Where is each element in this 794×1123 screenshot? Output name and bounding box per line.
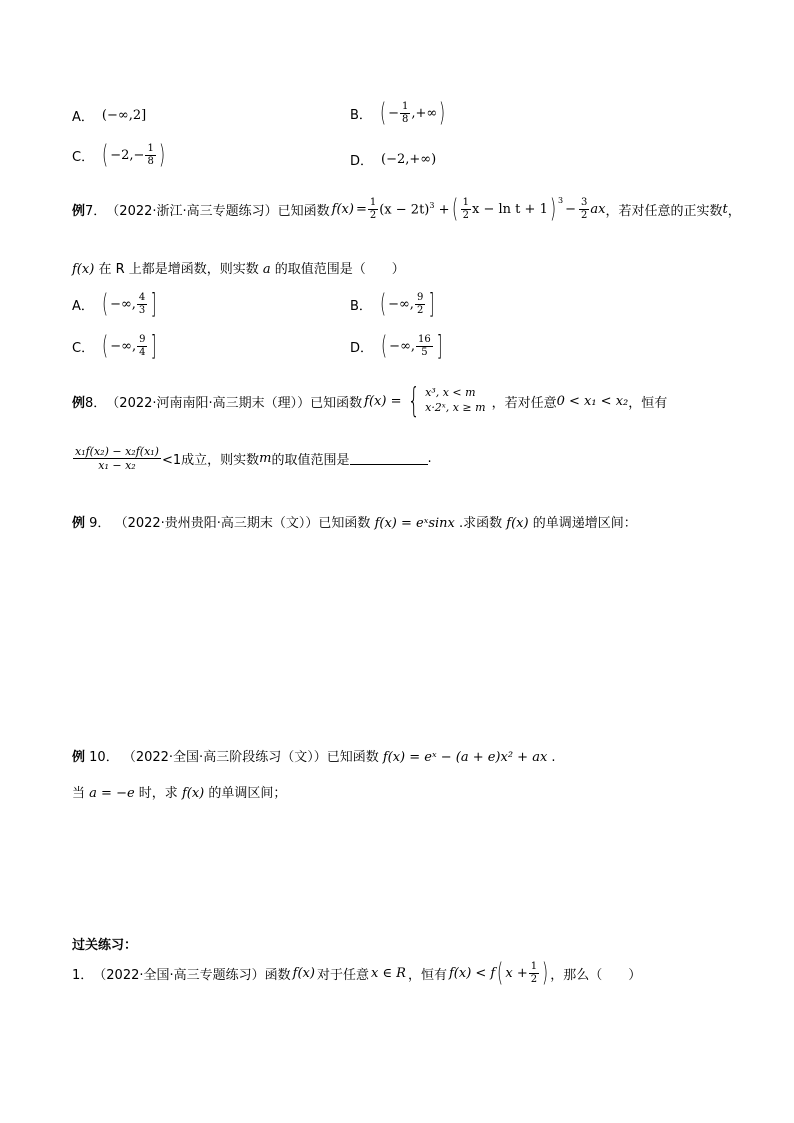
fraction-half: $\frac{1}{2}$ — [462, 196, 470, 221]
option-letter: A． — [72, 110, 94, 125]
option-letter: D． — [350, 340, 374, 356]
domain-text: 在 R 上都是增函数，则实数 — [98, 262, 259, 277]
term-ax: ax — [590, 201, 606, 217]
example-7-option-b — [350, 287, 437, 320]
arg-x: x + — [505, 965, 528, 981]
paren-left: ( — [381, 331, 388, 361]
range-text: 的取值范围是 — [271, 453, 350, 468]
condition-expr: a = −e — [89, 786, 135, 801]
function-name: f(x) — [292, 965, 315, 981]
brace-left: { — [408, 381, 421, 421]
bracket-right: ] — [151, 287, 157, 320]
option-c-prev — [72, 142, 167, 168]
bracket-right: ] — [436, 329, 442, 362]
neg-inf: −∞, — [389, 338, 416, 354]
example-8-line1 — [72, 381, 668, 421]
quotient-fraction: $\frac{\text{x₁f(x₂) − x₂f(x₁)}}{\text{x₁ − x₂}}$ — [75, 445, 159, 472]
question-source: （2022·全国·高三专题练习）函数 — [93, 967, 291, 983]
line-prefix: 当 — [72, 786, 86, 801]
example-7-line1 — [72, 196, 741, 222]
paren-right: ) — [542, 958, 549, 988]
option-tail: ,+∞ — [411, 105, 438, 121]
question-text: 的单调区间； — [208, 786, 287, 801]
fraction: $\frac{16}{5}$ — [418, 333, 431, 358]
inequality-expr: f(x) < f — [448, 965, 496, 981]
formula: f(x) = eˣ − (a + e)x² + ax — [382, 750, 548, 765]
case-1: x³, x < m — [425, 386, 476, 400]
example-source: （2022·浙江·高三专题练习）已知函数 — [106, 203, 330, 219]
paren-right: ) — [439, 98, 446, 128]
paren-left: ( — [102, 331, 109, 361]
condition-expr: x ∈ R — [370, 965, 406, 981]
formula: f(x) = eˣsinx — [374, 516, 455, 531]
option-b-prev — [350, 100, 447, 126]
condition-text: ，若对任意 — [491, 395, 557, 411]
paren-right: ) — [549, 194, 556, 224]
rest-text: .求函数 — [459, 516, 503, 531]
option-d-prev — [350, 150, 436, 169]
paren-left: ( — [497, 958, 504, 988]
paren-left: ( — [379, 289, 387, 319]
fraction: $\frac{1}{8}$ — [401, 100, 409, 125]
example-label: 例 — [72, 203, 86, 219]
function-name: f(x) — [506, 516, 529, 531]
question-text: 的取值范围是（ ） — [274, 262, 405, 277]
question-text: 的单调递增区间： — [532, 516, 637, 531]
paren-left: ( — [451, 194, 458, 224]
paren-left: ( — [379, 98, 387, 128]
answer-blank[interactable] — [350, 452, 428, 465]
fraction: $\frac{4}{3}$ — [138, 291, 146, 316]
period: . — [427, 451, 432, 466]
fraction: $\frac{9}{4}$ — [139, 333, 146, 358]
example-number: 8． — [85, 395, 107, 411]
fraction-half: $\frac{1}{2}$ — [530, 960, 538, 985]
option-expr: (−2,+∞) — [381, 152, 437, 167]
example-7-option-a — [72, 287, 159, 320]
example-8-line2 — [72, 446, 432, 471]
example-number: 7． — [85, 203, 107, 219]
question-number: 1． — [72, 967, 94, 983]
variable-a: a — [262, 262, 271, 277]
option-letter: A． — [72, 298, 94, 314]
option-letter: C． — [72, 149, 95, 165]
minus-sign: − — [565, 201, 576, 217]
example-source: （2022·全国·高三阶段练习（文））已知函数 — [122, 750, 379, 765]
function-name: f(x) — [181, 786, 205, 801]
paren-left: ( — [101, 289, 109, 319]
paren-left: ( — [102, 140, 109, 170]
question-end: ，那么（ ） — [550, 967, 642, 983]
example-label: 例 — [72, 750, 86, 765]
option-a-prev — [72, 106, 146, 125]
option-letter: D． — [350, 154, 374, 169]
example-label: 例 — [72, 395, 86, 411]
equals-sign: = — [355, 201, 367, 217]
term-2: x − ln t + 1 — [472, 201, 548, 217]
practice-question-1 — [72, 960, 641, 986]
example-source: （2022·河南南阳·高三期末（理））已知函数 — [106, 395, 363, 411]
period: . — [551, 750, 556, 765]
case-2: x·2ˣ, x ≥ m — [425, 401, 486, 414]
exponent: 3 — [558, 196, 564, 205]
example-9-line — [72, 512, 637, 531]
example-number: 10． — [89, 750, 119, 765]
fraction: $\frac{1}{8}$ — [147, 142, 154, 167]
example-7-option-d — [350, 329, 445, 362]
neg-inf: −∞, — [388, 296, 414, 312]
paren-right: ) — [158, 140, 165, 170]
fraction-half: $\frac{1}{2}$ — [369, 196, 377, 221]
question-mid2: ，恒有 — [407, 967, 447, 983]
function-name: f(x) = — [364, 393, 402, 409]
example-7-option-c — [72, 329, 159, 362]
sign: − — [388, 105, 399, 121]
option-letter: C． — [72, 340, 95, 356]
function-name: f(x) — [331, 201, 354, 217]
example-7-line2 — [72, 258, 405, 277]
fraction: $\frac{9}{2}$ — [416, 291, 424, 316]
condition-end: ，恒有 — [628, 395, 668, 411]
variable-m: m — [259, 451, 272, 466]
line-mid: 时，求 — [138, 786, 178, 801]
neg-inf: −∞, — [110, 338, 137, 354]
inequality-text: <1成立，则实数 — [161, 453, 260, 468]
example-number: 9． — [89, 516, 111, 531]
example-label: 例 — [72, 516, 86, 531]
neg-inf: −∞, — [110, 296, 136, 312]
bracket-right: ] — [151, 329, 157, 362]
example-source: （2022·贵州贵阳·高三期末（文））已知函数 — [114, 516, 371, 531]
term-1: $(x - 2t)^3$ + — [379, 200, 450, 218]
example-10-line2 — [72, 782, 286, 801]
piecewise-cases — [425, 386, 485, 416]
example-10-line1 — [72, 746, 556, 765]
comma: ， — [727, 203, 741, 219]
variable-t: t — [722, 201, 728, 217]
option-letter: B． — [350, 298, 372, 314]
question-mid: 对于任意 — [316, 967, 369, 983]
condition-text: ，若对任意的正实数 — [605, 203, 723, 219]
bracket-right: ] — [429, 287, 435, 320]
option-pre: −2,− — [110, 147, 145, 163]
practice-heading: 过关练习： — [72, 938, 138, 953]
option-expr: (−∞,2] — [101, 108, 147, 123]
condition-expr: 0 < x₁ < x₂ — [556, 393, 629, 409]
function-name: f(x) — [72, 262, 95, 277]
fraction-3-2: $\frac{3}{2}$ — [581, 196, 588, 221]
option-letter: B． — [350, 107, 372, 123]
